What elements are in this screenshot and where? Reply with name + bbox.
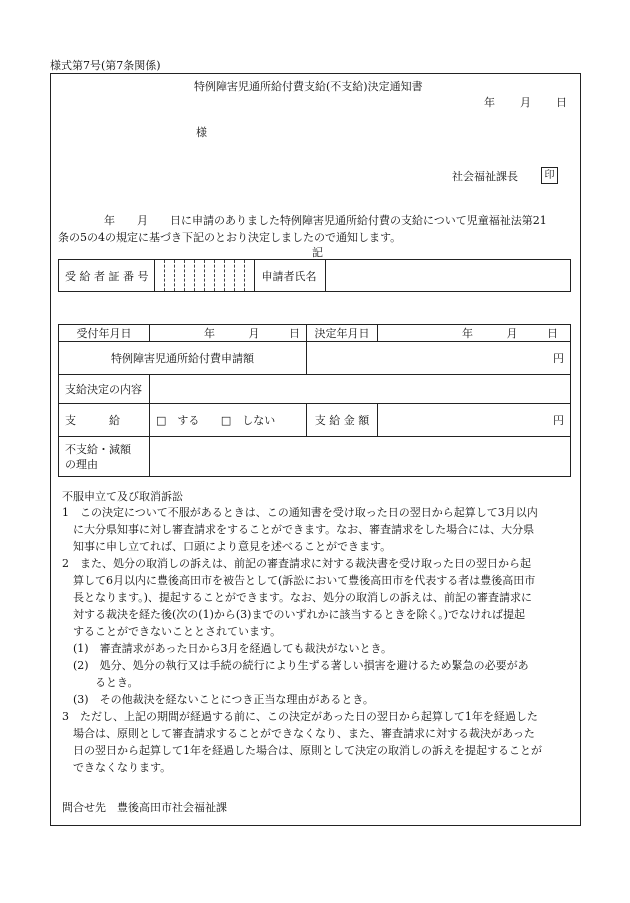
unit-year: 年 (462, 327, 473, 340)
digit-box[interactable] (185, 260, 195, 292)
decision-content-field[interactable] (150, 375, 571, 404)
body-text-2: 条の5の4の規定に基づき下記のとおり決定しましたので通知します。 (58, 231, 402, 244)
addressee-suffix: 様 (196, 126, 207, 139)
appeal-line: に大分県知事に対し審査請求をすることができます。なお、審査請求をした場合には、大分県 (62, 523, 535, 536)
appeal-line: 2 また、処分の取消しの訴えは、前記の審査請求に対する裁決書を受け取った日の翌日から起 (62, 557, 531, 570)
appeal-line: るとき。 (62, 676, 139, 689)
appeal-line: 3 ただし、上記の期間が経過する前に、この決定があった日の翌日から起算して1年を経過した (62, 710, 538, 723)
digit-box[interactable] (175, 260, 185, 292)
appeal-line: (3) その他裁決を経ないことにつき正当な理由があるとき。 (62, 693, 374, 706)
appeal-line: (2) 処分、処分の執行又は手続の続行により生ずる著しい損害を避けるため緊急の必要があ (62, 659, 529, 672)
appeal-heading: 不服申立て及び取消訴訟 (62, 490, 183, 503)
document-title: 特例障害児通所給付費支給(不支給)決定通知書 (194, 80, 423, 93)
decision-date-field[interactable] (378, 325, 571, 342)
digit-box[interactable] (155, 260, 165, 292)
appeal-line: 算して6月以内に豊後高田市を被告として(訴訟において豊後高田市を代表する者は豊後高田市 (62, 574, 536, 587)
contact-info: 問合せ先 豊後高田市社会福祉課 (62, 801, 227, 814)
header-day: 日 (556, 96, 567, 109)
option-yes-checkbox[interactable]: □ する (156, 414, 200, 427)
digit-box[interactable] (165, 260, 175, 292)
reason-label: 不支給・減額 の理由 (59, 437, 150, 477)
digit-box[interactable] (245, 260, 255, 292)
recipient-table (58, 259, 571, 292)
applicant-name-field[interactable] (326, 260, 571, 292)
pay-amount-label: 支 給 金 額 (307, 404, 378, 437)
decision-table (58, 324, 571, 477)
appeal-line: することができないこととされています。 (62, 625, 282, 638)
option-no-checkbox[interactable]: □ しない (220, 414, 276, 427)
unit-day: 日 (547, 327, 558, 340)
yen-unit: 円 (553, 414, 564, 427)
unit-year: 年 (204, 327, 215, 340)
appeal-line: 場合は、原則として審査請求することができなくなり、また、審査請求に対する裁決があった (62, 727, 535, 740)
issuer: 社会福祉課長 (452, 170, 518, 183)
decision-date-label: 決定年月日 (307, 325, 378, 342)
pay-amount-field[interactable] (378, 404, 571, 437)
appeal-text (62, 504, 542, 776)
received-date-field[interactable] (150, 325, 307, 342)
payment-options (150, 404, 307, 437)
unit-month: 月 (248, 327, 260, 340)
requested-amount-field[interactable] (307, 342, 571, 375)
received-date-label: 受付年月日 (59, 325, 150, 342)
digit-box[interactable] (235, 260, 245, 292)
appeal-line: 対する裁決を経た後(次の(1)から(3)までのいずれかに該当するときを除く。)でなければ提起 (62, 608, 526, 621)
digit-box[interactable] (195, 260, 205, 292)
recipient-no-label: 受 給 者 証 番 号 (59, 260, 155, 292)
header-year: 年 (484, 96, 495, 109)
unit-month: 月 (506, 327, 518, 340)
unit-day: 日 (289, 327, 300, 340)
appeal-line: 知事に申し立てれば、口頭により意見を述べることができます。 (62, 540, 392, 553)
appeal-line: 日の翌日から起算して1年を経過した場合は、原則として決定の取消しの訴えを提起することが (62, 744, 542, 757)
appeal-line: (1) 審査請求があった日から3月を経過しても裁決がないとき。 (62, 642, 393, 655)
appeal-line: 1 この決定について不服があるときは、この通知書を受け取った日の翌日から起算して3月以内 (62, 506, 538, 519)
payment-label: 支 給 (59, 404, 150, 437)
applicant-name-label: 申請者氏名 (255, 260, 326, 292)
form-code: 様式第7号(第7条関係) (50, 59, 161, 72)
digit-box[interactable] (225, 260, 235, 292)
digit-box[interactable] (215, 260, 225, 292)
reason-field[interactable] (150, 437, 571, 477)
appeal-line: できなくなります。 (62, 761, 172, 774)
requested-amount-label: 特例障害児通所給付費申請額 (59, 342, 307, 375)
header-month: 月 (520, 96, 531, 109)
yen-unit: 円 (553, 352, 564, 365)
ki-label: 記 (312, 246, 323, 259)
appeal-line: 長となります。)、提起することができます。なお、処分の取消しの訴えは、前記の審査請求に (62, 591, 533, 604)
decision-content-label: 支給決定の内容 (59, 375, 150, 404)
digit-box[interactable] (205, 260, 215, 292)
body-text-1: 年 月 日に申請のありました特例障害児通所給付費の支給について児童福祉法第21 (104, 214, 547, 227)
seal-mark: 印 (541, 167, 558, 184)
